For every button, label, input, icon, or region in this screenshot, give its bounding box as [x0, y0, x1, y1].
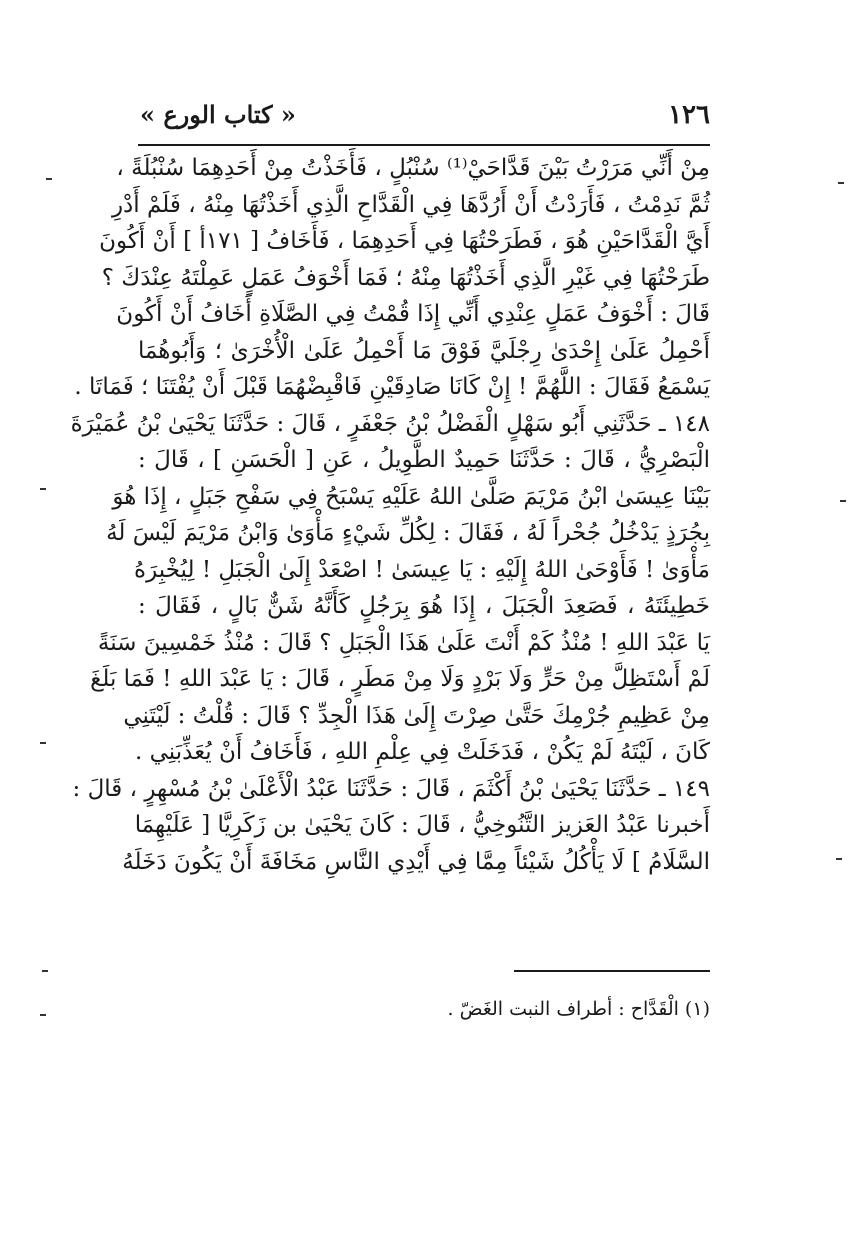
- scan-speck: [840, 500, 846, 502]
- text-line: ثُمَّ نَدِمْتُ ، فَأَرَدْتُ أَنْ أَرُدَّهَا فِي الْقَدَّاحِ الَّذِي أَخَذْتُهَا مِنْهُ ، فَلَمْ أَدْرِ: [111, 191, 710, 218]
- text-line: أَحْمِلُ عَلَىٰ إِحْدَىٰ رِجْلَيَّ فَوْقَ مَا أَحْمِلُ عَلَىٰ الْأُخْرَىٰ ؛ وَأَبُوهُمَا: [138, 337, 710, 364]
- text-line: طَرَحْتُهَا فِي غَيْرِ الَّذِي أَخَذْتُهَا مِنْهُ ؛ فَمَا أَخْوَفُ عَمَلٍ عَمِلْتَهُ عِنْدَكَ ؟: [101, 264, 710, 291]
- text-line: قَالَ : أَخْوَفُ عَمَلٍ عِنْدِي أَنِّي إِذَا قُمْتُ فِي الصَّلَاةِ أَخَافُ أَنْ أَكُونَ: [116, 301, 710, 327]
- scan-speck: [40, 488, 46, 490]
- text-line: مِنْ عَظِيمِ جُرْمِكَ حَتَّىٰ صِرْتَ إِلَىٰ هَذَا الْجِدِّ ؟ قَالَ : قُلْتُ : لَيْتَنِي: [123, 702, 710, 729]
- header-rule: [138, 144, 710, 146]
- text-line: مَأْوَىٰ ! فَأَوْحَىٰ اللهُ إِلَيْهِ : يَا عِيسَىٰ ! اصْعَدْ إِلَىٰ الْجَبَلِ ! لِيُخْبِرَهُ: [134, 556, 710, 583]
- page-number: ١٢٦: [668, 100, 710, 130]
- page-header: [140, 96, 710, 140]
- scan-speck: [838, 182, 844, 184]
- text-line: مِنْ أَنِّي مَرَرْتُ بَيْنَ قَدَّاحَيْ⁽¹⁾ سُنْبُلٍ ، فَأَخَذْتُ مِنْ أَحَدِهِمَا سُنْبُلَةً ،: [116, 155, 710, 181]
- main-text: [70, 150, 710, 880]
- footnote: (١) الْقَدَّاح : أطراف النبت الغَضّ .: [447, 998, 710, 1020]
- scan-speck: [836, 858, 842, 860]
- paragraph-continuation: [74, 150, 710, 406]
- scan-speck: [40, 1014, 46, 1016]
- scan-speck: [40, 742, 46, 744]
- hadith-148: [70, 406, 710, 771]
- scan-speck: [46, 178, 52, 180]
- text-line: يَا عَبْدَ اللهِ ! مُنْذُ كَمْ أَنْتَ عَلَىٰ هَذَا الْجَبَلِ ؟ قَالَ : مُنْذُ خَمْسِينَ سَنَةً: [97, 629, 710, 656]
- text-line: ١٤٨ ـ حَدَّثَنِي أَبُو سَهْلٍ الْفَضْلُ بْنُ جَعْفَرٍ ، قَالَ : حَدَّثَنَا يَحْيَىٰ بْنُ عُمَيْرَةَ: [70, 410, 710, 437]
- running-title: « كتاب الورع »: [140, 100, 296, 129]
- scan-speck: [42, 970, 48, 972]
- text-line: السَّلَامُ ] لَا يَأْكُلُ شَيْئاً مِمَّا فِي أَيْدِي النَّاسِ مَخَافَةَ أَنْ يَكُونَ دَخَلَهُ: [122, 848, 710, 875]
- text-line: أَخبرنا عَبْدُ العَزيز التَّنُوخِيُّ ، قَالَ : كَانَ يَحْيَىٰ بن زَكَرِيَّا [ عَلَيْهِمَا: [134, 812, 710, 838]
- text-line: يَسْمَعُ فَقَالَ : اللَّهُمَّ ! إِنْ كَانَا صَادِقَيْنِ فَاقْبِضْهُمَا قَبْلَ أَنْ يُفْتَنَا ؛ فَمَاتَا .: [74, 374, 710, 400]
- text-line: أَيَّ الْقَدَّاحَيْنِ هُوَ ، فَطَرَحْتُهَا فِي أَحَدِهِمَا ، فَأَخَافُ [ ١٧١أ ] أَنْ أَكُونَ: [99, 228, 710, 254]
- hadith-149: [72, 771, 710, 881]
- text-line: بَيْنَا عِيسَىٰ ابْنُ مَرْيَمَ صَلَّىٰ اللهُ عَلَيْهِ يَسْبَحُ فِي سَفْحِ جَبَلٍ ، إِذَا هُوَ: [112, 483, 710, 510]
- footnote-rule: [514, 970, 710, 972]
- text-line: الْبَصْرِيُّ ، قَالَ : حَدَّثَنَا حَمِيدٌ الطَّوِيلُ ، عَنِ [ الْحَسَنِ ] ، قَالَ :: [138, 447, 710, 473]
- text-line: بِجُرَذٍ يَدْخُلُ جُحْراً لَهُ ، فَقَالَ : لِكُلِّ شَيْءٍ مَأْوَىٰ وَابْنُ مَرْيَمَ لَيْسَ لَهُ: [106, 520, 710, 546]
- text-line: لَمْ أَسْتَظِلَّ مِنْ حَرٍّ وَلَا بَرْدٍ وَلَا مِنْ مَطَرٍ ، قَالَ : يَا عَبْدَ اللهِ ! فَمَا بَلَغَ: [90, 666, 710, 692]
- text-line: كَانَ ، لَيْتَهُ لَمْ يَكُنْ ، فَدَخَلَتْ فِي عِلْمِ اللهِ ، فَأَخَافُ أَنْ يُعَذِّبَنِي .: [135, 739, 710, 765]
- text-line: خَطِيئَتَهُ ، فَصَعِدَ الْجَبَلَ ، إِذَا هُوَ بِرَجُلٍ كَأَنَّهُ شَنٌّ بَالٍ ، فَقَالَ :: [138, 593, 710, 619]
- text-line: ١٤٩ ـ حَدَّثَنَا يَحْيَىٰ بْنُ أَكْثَمَ ، قَالَ : حَدَّثَنَا عَبْدُ الْأَعْلَىٰ بْنُ مُسْهِرٍ ، قَالَ :: [72, 775, 710, 802]
